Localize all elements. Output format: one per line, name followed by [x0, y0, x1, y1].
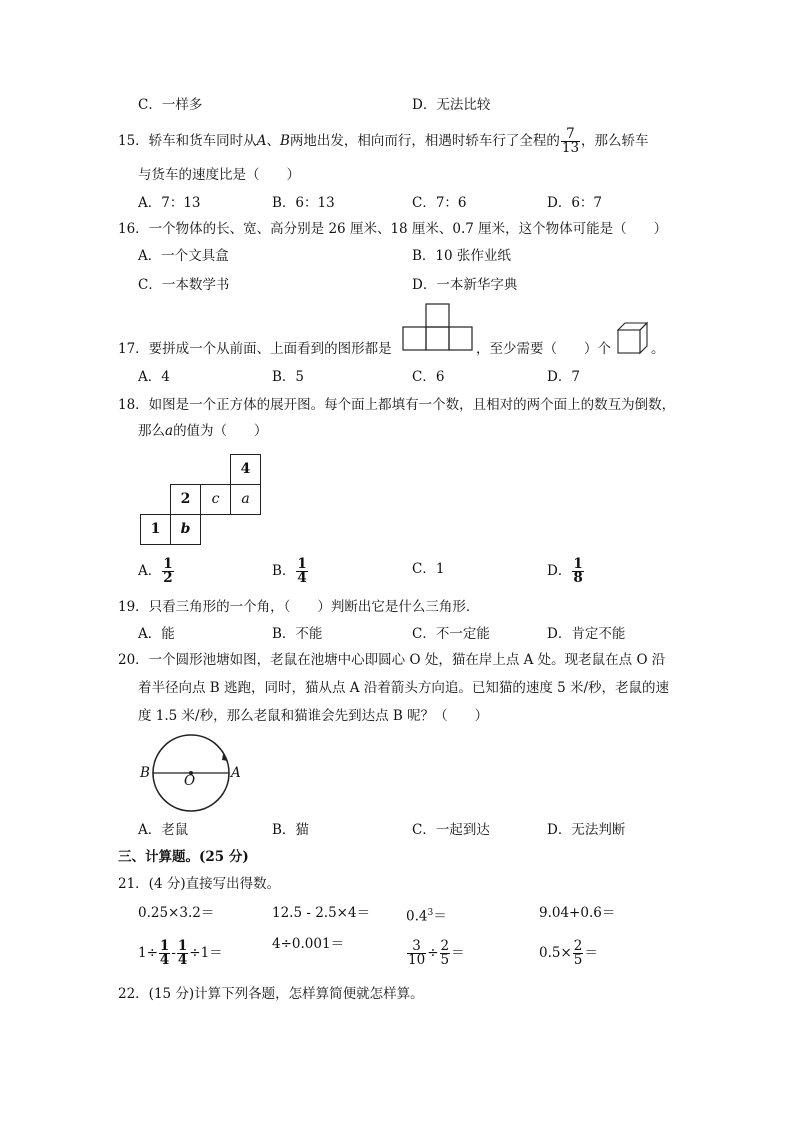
q18-option-c: C．1 [412, 561, 445, 577]
denominator: 5 [440, 952, 450, 968]
numerator: 2 [573, 938, 583, 954]
fraction-1-8 [572, 558, 583, 585]
q16-option-c: C．一本数学书 [138, 277, 230, 293]
q17-option-a: A．4 [138, 369, 170, 385]
net-cell-1: 1 [140, 514, 171, 545]
point-o-label: O [184, 773, 196, 789]
q15-sep: 、 [266, 133, 280, 149]
q15-option-a: A．7：13 [138, 195, 201, 211]
q21-expr-3 [406, 904, 447, 926]
q21-expr-2: 12.5 - 2.5×4＝ [272, 905, 371, 921]
q18-stem-part: 的值为（ ） [173, 423, 268, 439]
fraction-1-4 [296, 558, 307, 585]
net-cell-4: 4 [230, 454, 261, 485]
cube-icon [617, 322, 651, 354]
option-label: D． [547, 563, 572, 579]
q19-option-c: C．不一定能 [412, 626, 490, 642]
denominator: 4 [297, 570, 307, 586]
q16-stem: 16．一个物体的长、宽、高分别是 26 厘米、18 厘米、0.7 厘米，这个物体可能是（ ） [118, 221, 668, 237]
section-3-title: 三、计算题。(25 分) [118, 849, 249, 865]
net-cell-b: b [170, 514, 201, 545]
numerator: 7 [561, 128, 580, 142]
q15-option-c: C．7：6 [412, 195, 467, 211]
q21-expr-5 [138, 940, 223, 967]
fraction-1-4 [177, 940, 188, 967]
q15-stem-line2: 与货车的速度比是（ ） [138, 167, 300, 183]
q19-stem: 19．只看三角形的一个角，（ ）判断出它是什么三角形． [118, 599, 480, 615]
numerator: 1 [573, 556, 583, 572]
equals-sign: ＝ [584, 945, 598, 961]
q21-expr-6: 4÷0.001＝ [272, 936, 345, 952]
expr-part: ÷1＝ [189, 945, 223, 961]
fraction-1-4 [159, 940, 170, 967]
q19-option-a: A．能 [138, 626, 175, 642]
point-a-label: A [231, 765, 241, 781]
divide-sign: ÷ [427, 945, 439, 961]
equals-sign: ＝ [433, 908, 447, 925]
net-cell-a: a [230, 484, 261, 515]
denominator: 10 [408, 952, 426, 968]
numerator: 1 [177, 938, 188, 954]
fraction-1-2 [162, 558, 173, 585]
fraction-7-13 [561, 128, 580, 155]
q16-option-d: D．一本新华字典 [412, 277, 518, 293]
numerator: 1 [297, 556, 307, 572]
numerator: 2 [440, 938, 450, 954]
net-cell-2: 2 [170, 484, 201, 515]
q15-option-d: D．6：7 [547, 195, 603, 211]
q20-stem-line3: 度 1.5 米/秒，那么老鼠和猫谁会先到达点 B 呢？（ ） [138, 708, 489, 724]
q17-stem-c: 。 [651, 341, 665, 357]
q16-option-a: A．一个文具盒 [138, 248, 229, 264]
q20-stem-line1: 20．一个圆形池塘如图，老鼠在池塘中心即圆心 O 处，猫在岸上点 A 处。现老鼠在点 O 沿 [118, 652, 666, 668]
q14-option-c: C．一样多 [138, 97, 203, 113]
q22-stem: 22．(15 分)计算下列各题，怎样算简便就怎样算。 [118, 986, 424, 1002]
q17-option-d: D．7 [547, 369, 580, 385]
q19-option-b: B．不能 [272, 626, 323, 642]
q18-stem-line2 [138, 422, 268, 440]
var-a: A [256, 133, 267, 149]
fraction-2-5 [573, 940, 584, 967]
q17-stem-b: ，至少需要（ ）个 [476, 341, 611, 357]
net-cell-c: c [200, 484, 231, 515]
block-view-figure [402, 303, 474, 353]
denominator: 4 [177, 952, 188, 968]
q18-option-d [547, 558, 585, 585]
q17-option-c: C．6 [412, 369, 445, 385]
expr-part: 0.5× [539, 945, 572, 961]
q17-stem-a: 17．要拼成一个从前面、上面看到的图形都是 [118, 341, 392, 357]
q16-option-b: B．10 张作业纸 [412, 248, 511, 264]
q20-stem-line2: 着半径向点 B 逃跑，同时，猫从点 A 沿着箭头方向追。已知猫的速度 5 米/秒，老鼠的速 [138, 680, 670, 696]
numerator: 3 [407, 940, 426, 954]
numerator: 1 [163, 556, 173, 572]
q18-stem-line1: 18．如图是一个正方体的展开图。每个面上都填有一个数，且相对的两个面上的数互为倒数， [118, 397, 676, 413]
denominator: 13 [561, 140, 580, 156]
denominator: 8 [573, 570, 583, 586]
q20-option-d: D．无法判断 [547, 822, 626, 838]
q18-option-a [138, 558, 175, 585]
q21-expr-1: 0.25×3.2＝ [138, 905, 215, 921]
minus-sign: - [171, 945, 176, 961]
power-base: 0.4 [406, 908, 428, 925]
equals-sign: ＝ [451, 945, 465, 961]
expr-part: 1÷ [138, 945, 158, 961]
q15-stem-part: ，那么轿车 [581, 133, 649, 149]
q14-option-d: D．无法比较 [412, 97, 491, 113]
q15-stem-part: 两地出发，相向而行，相遇时轿车行了全程的 [289, 133, 560, 149]
var-a: a [165, 423, 174, 439]
q21-expr-8 [539, 940, 598, 967]
q20-option-b: B．猫 [272, 822, 309, 838]
fraction-2-5 [440, 940, 451, 967]
q15-stem [118, 128, 649, 155]
q21-stem: 21．(4 分)直接写出得数。 [118, 876, 281, 892]
denominator: 2 [163, 570, 173, 586]
power-exponent: 3 [427, 908, 434, 918]
q17-option-b: B．5 [272, 369, 305, 385]
q20-option-c: C．一起到达 [412, 822, 490, 838]
option-label: B． [272, 563, 296, 579]
q18-option-b [272, 558, 309, 585]
numerator: 1 [159, 938, 170, 954]
q20-option-a: A．老鼠 [138, 822, 189, 838]
q18-stem-part: 那么 [138, 423, 165, 439]
q15-stem-part: 15．轿车和货车同时从 [118, 133, 257, 149]
var-b: B [279, 133, 290, 149]
q21-expr-7 [406, 940, 465, 967]
q21-expr-4: 9.04+0.6＝ [539, 905, 616, 921]
denominator: 4 [159, 952, 170, 968]
q19-option-d: D．肯定不能 [547, 626, 626, 642]
fraction-3-10 [407, 940, 426, 967]
denominator: 5 [573, 952, 583, 968]
option-label: A． [138, 563, 162, 579]
q15-option-b: B．6：13 [272, 195, 335, 211]
point-b-label: B [140, 765, 150, 781]
